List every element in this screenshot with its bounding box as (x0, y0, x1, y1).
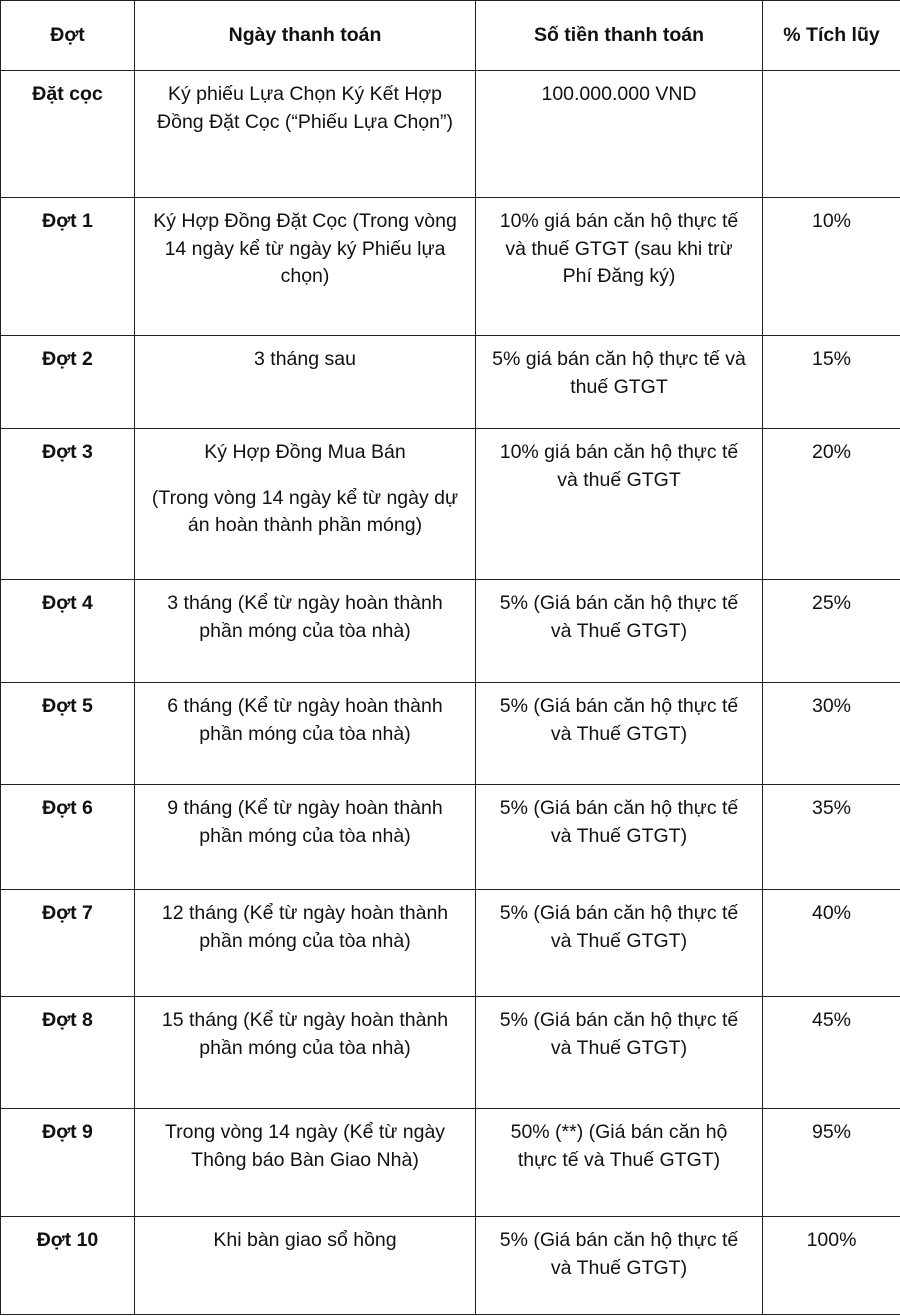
cumulative-percent-cell: 15% (763, 336, 900, 429)
table-row (1, 336, 900, 429)
cumulative-percent-cell: 25% (763, 580, 900, 683)
phase-cell: Đặt cọc (1, 71, 135, 198)
payment-date-cell: 3 tháng (Kể từ ngày hoàn thành phần móng của tòa nhà) (135, 580, 476, 683)
payment-amount-cell: 100.000.000 VND (476, 71, 763, 198)
phase-cell: Đợt 10 (1, 1217, 135, 1315)
table-row (1, 997, 900, 1109)
payment-amount-cell: 50% (**) (Giá bán căn hộ thực tế và Thuế GTGT) (476, 1109, 763, 1217)
header-row (1, 1, 900, 71)
payment-amount-cell: 10% giá bán căn hộ thực tế và thuế GTGT (476, 429, 763, 580)
cumulative-percent-cell: 30% (763, 683, 900, 785)
payment-date-cell: Ký phiếu Lựa Chọn Ký Kết Hợp Đồng Đặt Cọc (“Phiếu Lựa Chọn”) (135, 71, 476, 198)
phase-cell: Đợt 7 (1, 890, 135, 997)
table-row (1, 785, 900, 890)
cumulative-percent-cell: 45% (763, 997, 900, 1109)
payment-date-cell: Trong vòng 14 ngày (Kể từ ngày Thông báo Bàn Giao Nhà) (135, 1109, 476, 1217)
payment-amount-cell: 5% (Giá bán căn hộ thực tế và Thuế GTGT) (476, 890, 763, 997)
header-payment-amount: Số tiền thanh toán (476, 1, 763, 71)
cumulative-percent-cell: 35% (763, 785, 900, 890)
phase-cell: Đợt 9 (1, 1109, 135, 1217)
payment-amount-cell: 5% (Giá bán căn hộ thực tế và Thuế GTGT) (476, 785, 763, 890)
phase-cell: Đợt 3 (1, 429, 135, 580)
payment-date-cell: 15 tháng (Kể từ ngày hoàn thành phần móng của tòa nhà) (135, 997, 476, 1109)
header-cumulative-percent: % Tích lũy (763, 1, 900, 71)
table-row (1, 1109, 900, 1217)
phase-cell: Đợt 2 (1, 336, 135, 429)
payment-amount-cell: 5% (Giá bán căn hộ thực tế và Thuế GTGT) (476, 683, 763, 785)
phase-cell: Đợt 5 (1, 683, 135, 785)
phase-cell: Đợt 4 (1, 580, 135, 683)
cumulative-percent-cell: 40% (763, 890, 900, 997)
payment-amount-cell: 5% (Giá bán căn hộ thực tế và Thuế GTGT) (476, 580, 763, 683)
phase-cell: Đợt 1 (1, 198, 135, 336)
cumulative-percent-cell: 10% (763, 198, 900, 336)
phase-cell: Đợt 8 (1, 997, 135, 1109)
cumulative-percent-cell: 95% (763, 1109, 900, 1217)
payment-date-cell: 6 tháng (Kể từ ngày hoàn thành phần móng của tòa nhà) (135, 683, 476, 785)
cumulative-percent-cell (763, 71, 900, 198)
table-row (1, 1217, 900, 1315)
payment-date-cell: 3 tháng sau (135, 336, 476, 429)
payment-date-cell: 9 tháng (Kể từ ngày hoàn thành phần móng của tòa nhà) (135, 785, 476, 890)
table-row (1, 683, 900, 785)
phase-cell: Đợt 6 (1, 785, 135, 890)
table-row (1, 198, 900, 336)
payment-amount-cell: 5% giá bán căn hộ thực tế và thuế GTGT (476, 336, 763, 429)
payment-date-cell: 12 tháng (Kể từ ngày hoàn thành phần móng của tòa nhà) (135, 890, 476, 997)
payment-amount-cell: 5% (Giá bán căn hộ thực tế và Thuế GTGT) (476, 997, 763, 1109)
table-row (1, 429, 900, 580)
table-row (1, 71, 900, 198)
cumulative-percent-cell: 100% (763, 1217, 900, 1315)
header-payment-date: Ngày thanh toán (135, 1, 476, 71)
table-row (1, 890, 900, 997)
payment-date-cell: Ký Hợp Đồng Đặt Cọc (Trong vòng 14 ngày kể từ ngày ký Phiếu lựa chọn) (135, 198, 476, 336)
payment-date-note: (Trong vòng 14 ngày kể từ ngày dự án hoàn thành phần móng) (151, 486, 459, 536)
header-phase: Đợt (1, 1, 135, 71)
payment-date-cell: Khi bàn giao sổ hồng (135, 1217, 476, 1315)
payment-amount-cell: 10% giá bán căn hộ thực tế và thuế GTGT (sau khi trừ Phí Đăng ký) (476, 198, 763, 336)
cumulative-percent-cell: 20% (763, 429, 900, 580)
payment-date-text: Ký Hợp Đồng Mua Bán (204, 441, 406, 463)
payment-amount-cell: 5% (Giá bán căn hộ thực tế và Thuế GTGT) (476, 1217, 763, 1315)
payment-date-cell (135, 429, 476, 580)
table-row (1, 580, 900, 683)
